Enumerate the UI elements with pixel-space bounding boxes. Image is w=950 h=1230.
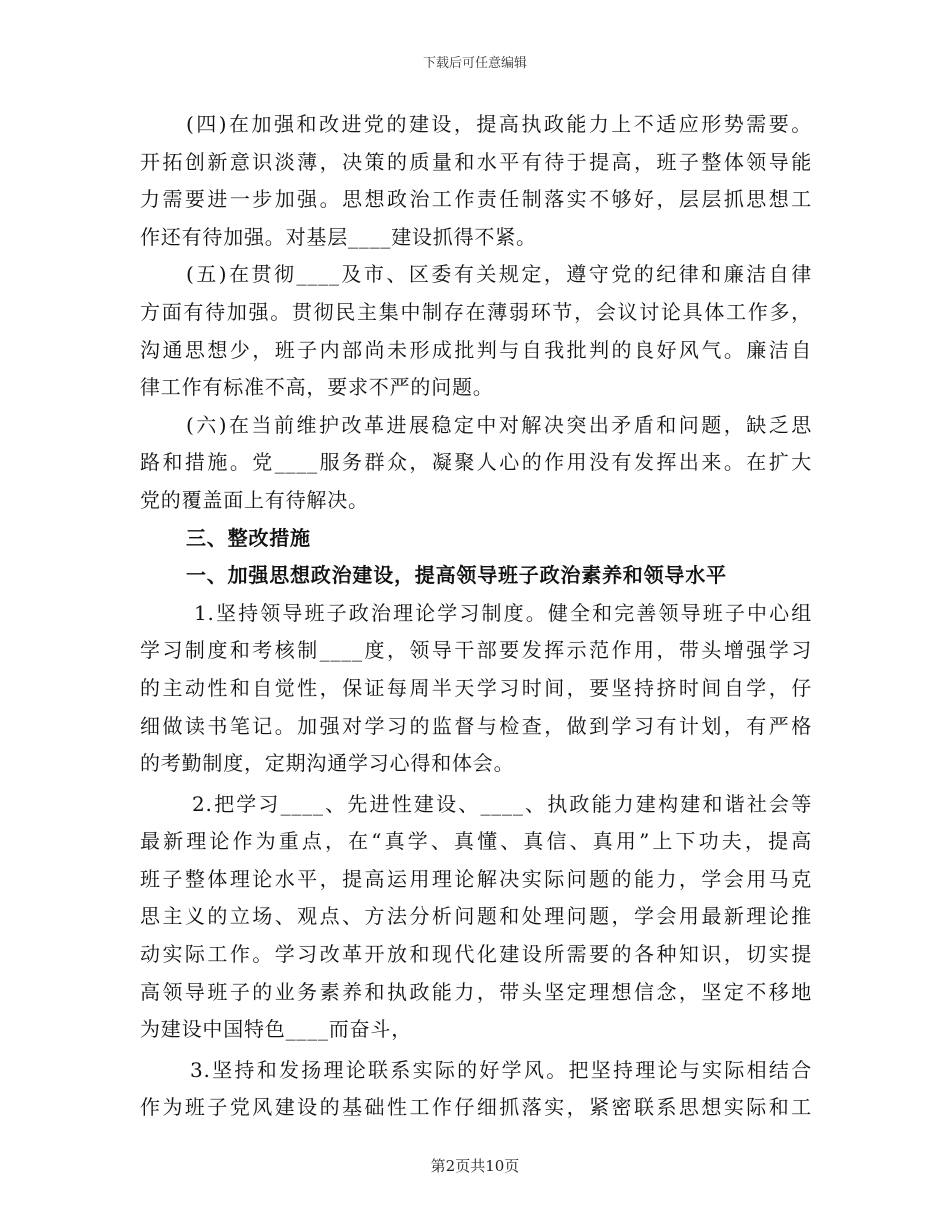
page-header: 下载后可任意编辑 (422, 56, 527, 71)
section-heading: 三、整改措施 (186, 525, 311, 550)
paragraph-line: 的主动性和自觉性，保证每周半天学习时间，要坚持挤时间自学，仔 (140, 675, 812, 700)
paragraph-line: 细做读书笔记。加强对学习的监督与检查，做到学习有计划，有严格 (140, 713, 812, 738)
paragraph-line: 路和措施。党____服务群众，凝聚人心的作用没有发挥出来。在扩大 (140, 450, 812, 475)
paragraph-line: 班子整体理论水平，提高运用理论解决实际问题的能力，学会用马克 (140, 866, 812, 891)
paragraph-line: (六)在当前维护改革进展稳定中对解决突出矛盾和问题，缺乏思 (186, 412, 812, 437)
paragraph-line: 沟通思想少，班子内部尚未形成批判与自我批判的良好风气。廉洁自 (140, 337, 812, 362)
paragraph-line: 作为班子党风建设的基础性工作仔细抓落实，紧密联系思想实际和工 (140, 1095, 812, 1120)
paragraph-line: 2.把学习____、先进性建设、____、执政能力建构建和谐社会等 (192, 791, 812, 816)
paragraph-line: 党的覆盖面上有待解决。 (140, 487, 369, 512)
page-footer: 第2页共10页 (430, 1157, 520, 1175)
paragraph-line: 动实际工作。学习改革开放和现代化建设所需要的各种知识，切实提 (140, 942, 812, 967)
paragraph-line: 学习制度和考核制____度，领导干部要发挥示范作用，带头增强学习 (140, 638, 812, 663)
paragraph-line: 方面有待加强。贯彻民主集中制存在薄弱环节，会议讨论具体工作多， (140, 299, 812, 324)
paragraph-line: 3.坚持和发扬理论联系实际的好学风。把坚持理论与实际相结合 (190, 1057, 812, 1082)
paragraph-line: 力需要进一步加强。思想政治工作责任制落实不够好，层层抓思想工 (140, 187, 812, 212)
paragraph-line: 高领导班子的业务素养和执政能力，带头坚定理想信念，坚定不移地 (140, 979, 812, 1004)
paragraph-line: (五)在贯彻____及市、区委有关规定，遵守党的纪律和廉洁自律 (186, 262, 812, 287)
paragraph-line: 作还有待加强。对基层____建设抓得不紧。 (140, 224, 537, 249)
paragraph-line: 律工作有标准不高，要求不严的问题。 (140, 375, 494, 400)
paragraph-line: 1.坚持领导班子政治理论学习制度。健全和完善领导班子中心组 (194, 600, 812, 625)
paragraph-line: 思主义的立场、观点、方法分析问题和处理问题，学会用最新理论推 (140, 904, 812, 929)
document-body (140, 106, 812, 1127)
paragraph-line: (四)在加强和改进党的建设，提高执政能力上不适应形势需要。 (186, 112, 812, 136)
paragraph-line: 最新理论作为重点，在“真学、真懂、真信、真用”上下功夫，提高 (140, 829, 812, 854)
paragraph-line: 的考勤制度，定期沟通学习心得和体会。 (140, 751, 515, 776)
subsection-heading: 一、加强思想政治建设，提高领导班子政治素养和领导水平 (186, 563, 727, 588)
paragraph-line: 开拓创新意识淡薄，决策的质量和水平有待于提高，班子整体领导能 (140, 149, 812, 174)
paragraph-line: 为建设中国特色____而奋斗， (140, 1017, 412, 1042)
